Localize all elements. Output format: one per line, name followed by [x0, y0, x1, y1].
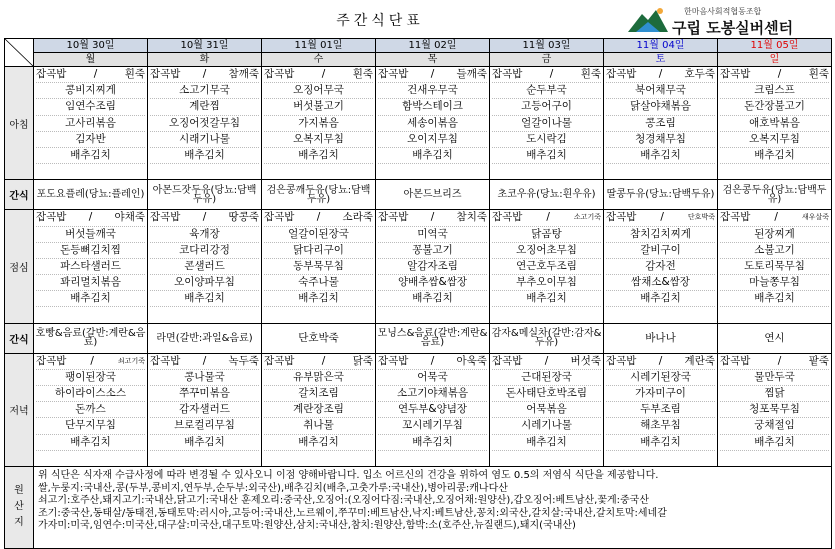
rice-porridge-line	[378, 354, 487, 370]
dish-item: 얼갈이된장국	[264, 227, 373, 243]
dish-item: 찜닭	[720, 386, 829, 402]
rice-item: 잡곡밥	[606, 354, 637, 367]
porridge-item: 야채죽	[114, 211, 145, 224]
dish-item: 쌈채소&쌈장	[606, 275, 715, 291]
rice-item: 잡곡밥	[606, 211, 637, 224]
logo-org: 한마음사회적협동조합	[684, 7, 762, 16]
rice-porridge-line	[36, 354, 145, 370]
porridge-item: 아욱죽	[456, 354, 487, 367]
dish-item: 함박스테이크	[378, 99, 487, 115]
dish-item: 배추김치	[492, 291, 601, 307]
dish-item: 단무지무침	[36, 418, 145, 434]
rice-porridge-line	[264, 210, 373, 226]
breakfast-menu-cell	[34, 67, 148, 180]
dish-item: 청포묵무침	[720, 402, 829, 418]
dish-item: 파스타샐러드	[36, 259, 145, 275]
rice-item: 잡곡밥	[492, 68, 523, 80]
empty-line	[36, 451, 145, 466]
dish-item: 오복지무침	[264, 132, 373, 148]
lunch-menu-cell	[262, 210, 376, 323]
rice-porridge-line	[378, 67, 487, 83]
note-line: 조기:중국산,동태살/동태전,동태토막:러시아,고등어:국내산,노르웨이,쭈꾸미:베트남산,낙지:베트남산,꽁치:외국산,갈치살:국내산,갈치토막:세네갈	[38, 507, 667, 519]
dish-item: 돈까스	[36, 402, 145, 418]
separator: /	[546, 211, 550, 224]
separator: /	[549, 68, 554, 80]
note-line: 위 식단은 식자재 수급사정에 따라 변경될 수 있사오니 이점 양해바랍니다. 입소 어르신의 건강을 위하여 염도 0.5의 저염식 식단을 제공합니다.	[38, 469, 659, 481]
rice-item: 잡곡밥	[264, 68, 295, 80]
dinner-menu-cell	[376, 353, 490, 466]
empty-line	[492, 164, 601, 179]
rice-item: 잡곡밥	[492, 354, 523, 367]
weekday-cell: 수	[262, 53, 376, 67]
date-cell: 11월 01일	[262, 39, 376, 53]
empty-line	[492, 451, 601, 466]
dish-item: 오이지무침	[378, 132, 487, 148]
dish-item: 궁채절임	[720, 418, 829, 434]
empty-line	[36, 164, 145, 179]
snack-cell: 딸콩두유(당뇨:담백두유)	[604, 180, 718, 210]
empty-line	[150, 307, 259, 322]
dish-item: 감자샐러드	[150, 402, 259, 418]
empty-line	[378, 307, 487, 322]
dish-item: 애호박볶음	[720, 116, 829, 132]
separator: /	[430, 68, 435, 80]
weekday-cell: 화	[148, 53, 262, 67]
rice-porridge-line	[150, 210, 259, 226]
dish-item: 배추김치	[36, 435, 145, 451]
note-line: 가자미:미국,임연수:미국산,대구살:미국산,대구토막:원양산,삼치:국내산,참치:원양산,함박:소(호주산,뉴질랜드),돼지(국내산)	[38, 520, 576, 532]
snack-cell: 모닝스&음료(갈반:계란&음료)	[376, 323, 490, 353]
porridge-item: 호두죽	[684, 68, 715, 80]
dish-item: 도토리묵무침	[720, 259, 829, 275]
rice-porridge-line	[150, 67, 259, 83]
snack-cell: 검은콩두유(당뇨:담백두유)	[718, 180, 832, 210]
dish-item: 콩비지찌게	[36, 83, 145, 99]
snack-label: 간식	[5, 180, 34, 210]
dish-item: 임연수조림	[36, 99, 145, 115]
lunch-menu-cell	[490, 210, 604, 323]
dish-item: 김자반	[36, 132, 145, 148]
snack-cell: 바나나	[604, 323, 718, 353]
dish-item: 동부묵무침	[264, 259, 373, 275]
snack-cell: 호빵&음료(갈반:계란&음료)	[34, 323, 148, 353]
dinner-menu-cell	[262, 353, 376, 466]
separator: /	[430, 354, 435, 367]
porridge-item: 녹두죽	[228, 354, 259, 367]
porridge-item: 버섯죽	[570, 354, 601, 367]
separator: /	[321, 354, 326, 367]
separator: /	[202, 68, 207, 80]
rice-porridge-line	[378, 210, 487, 226]
empty-line	[720, 164, 829, 179]
dish-item: 콩나물국	[150, 370, 259, 386]
weekday-cell: 목	[376, 53, 490, 67]
dish-item: 참치김치찌게	[606, 227, 715, 243]
center-logo	[626, 4, 831, 36]
separator: /	[93, 68, 98, 80]
dish-item: 버섯들깨국	[36, 227, 145, 243]
dish-item: 배추김치	[264, 291, 373, 307]
breakfast-menu-cell	[604, 67, 718, 180]
dish-item: 양배추쌈&쌈장	[378, 275, 487, 291]
dish-item: 배추김치	[606, 291, 715, 307]
porridge-item: 계란죽	[684, 354, 715, 367]
dish-item: 팽이된장국	[36, 370, 145, 386]
snack-cell: 아몬드잣두유(당뇨:담백두유)	[148, 180, 262, 210]
dish-item: 물만두국	[720, 370, 829, 386]
snack-cell: 아몬드브리즈	[376, 180, 490, 210]
dish-item: 돈간장불고기	[720, 99, 829, 115]
porridge-item: 단호박죽	[687, 213, 715, 222]
dinner-menu-cell	[490, 353, 604, 466]
rice-item: 잡곡밥	[720, 211, 751, 224]
dish-item: 배추김치	[720, 291, 829, 307]
meal-label-lunch: 점심	[5, 210, 34, 323]
dish-item: 부추오이무침	[492, 275, 601, 291]
breakfast-menu-cell	[718, 67, 832, 180]
dish-item: 쭈꾸미볶음	[150, 386, 259, 402]
porridge-item: 땅콩죽	[228, 211, 259, 224]
rice-porridge-line	[720, 67, 829, 83]
rice-porridge-line	[264, 354, 373, 370]
porridge-item: 팥죽	[808, 354, 829, 367]
rice-item: 잡곡밥	[264, 211, 295, 224]
dish-item: 배추김치	[150, 291, 259, 307]
porridge-item: 들깨죽	[456, 68, 487, 80]
notes-cell	[34, 466, 832, 548]
empty-line	[492, 307, 601, 322]
dish-item: 돈등뼈김치찜	[36, 243, 145, 259]
dish-item: 오복지무침	[720, 132, 829, 148]
dish-item: 하이라이스소스	[36, 386, 145, 402]
dish-item: 육개장	[150, 227, 259, 243]
rice-porridge-line	[492, 354, 601, 370]
dish-item: 순두부국	[492, 83, 601, 99]
weekly-menu-table	[4, 38, 832, 549]
rice-item: 잡곡밥	[36, 68, 67, 80]
date-cell: 11월 03일	[490, 39, 604, 53]
dish-item: 배추김치	[378, 291, 487, 307]
dish-item: 배추김치	[720, 148, 829, 164]
dish-item: 된장찌게	[720, 227, 829, 243]
dish-item: 닭살야채볶음	[606, 99, 715, 115]
lunch-menu-cell	[604, 210, 718, 323]
separator: /	[202, 211, 207, 224]
rice-item: 잡곡밥	[606, 68, 637, 80]
rice-item: 잡곡밥	[378, 211, 409, 224]
logo-name: 구립 도봉실버센터	[672, 19, 794, 37]
rice-item: 잡곡밥	[150, 211, 181, 224]
dish-item: 코다리강정	[150, 243, 259, 259]
dish-item: 배추김치	[492, 435, 601, 451]
dish-item: 미역국	[378, 227, 487, 243]
dish-item: 시레기나물	[492, 418, 601, 434]
dish-item: 배추김치	[150, 435, 259, 451]
dish-item: 계란장조림	[264, 402, 373, 418]
snack-cell: 단호박죽	[262, 323, 376, 353]
dish-item: 해초무침	[606, 418, 715, 434]
weekday-cell: 일	[718, 53, 832, 67]
empty-line	[150, 451, 259, 466]
porridge-item: 참치죽	[456, 211, 487, 224]
dish-item: 가자미구이	[606, 386, 715, 402]
rice-porridge-line	[606, 210, 715, 226]
corner-cell	[5, 39, 34, 67]
separator: /	[777, 354, 782, 367]
dish-item: 배추김치	[264, 148, 373, 164]
dish-item: 숙주나물	[264, 275, 373, 291]
rice-item: 잡곡밥	[150, 354, 181, 367]
porridge-item: 새우살죽	[801, 213, 829, 222]
separator: /	[777, 68, 782, 80]
dish-item: 어묵볶음	[492, 402, 601, 418]
dish-item: 배추김치	[36, 148, 145, 164]
date-cell: 11월 04일	[604, 39, 718, 53]
dinner-menu-cell	[718, 353, 832, 466]
lunch-menu-cell	[376, 210, 490, 323]
dish-item: 오이양파무침	[150, 275, 259, 291]
dish-item: 알감자조림	[378, 259, 487, 275]
empty-line	[606, 307, 715, 322]
dish-item: 배추김치	[720, 435, 829, 451]
dish-item: 꽁불고기	[378, 243, 487, 259]
rice-item: 잡곡밥	[378, 354, 409, 367]
breakfast-menu-cell	[148, 67, 262, 180]
weekday-cell: 월	[34, 53, 148, 67]
dinner-menu-cell	[604, 353, 718, 466]
dish-item: 도시락김	[492, 132, 601, 148]
meal-label-dinner: 저녁	[5, 353, 34, 466]
dinner-menu-cell	[34, 353, 148, 466]
dish-item: 버섯불고기	[264, 99, 373, 115]
dish-item: 오징어무국	[264, 83, 373, 99]
porridge-item: 쇠고기죽	[117, 356, 145, 365]
empty-line	[606, 451, 715, 466]
separator: /	[321, 68, 326, 80]
dish-item: 배추김치	[378, 435, 487, 451]
lunch-menu-cell	[34, 210, 148, 323]
dish-item: 갈비구이	[606, 243, 715, 259]
dish-item: 콩조림	[606, 116, 715, 132]
dish-item: 갈치조림	[264, 386, 373, 402]
empty-line	[720, 451, 829, 466]
separator: /	[658, 68, 663, 80]
separator: /	[88, 211, 93, 224]
separator: /	[430, 211, 435, 224]
dish-item: 어묵국	[378, 370, 487, 386]
rice-item: 잡곡밥	[36, 211, 67, 224]
porridge-item: 참깨죽	[228, 68, 259, 80]
snack-label: 간식	[5, 323, 34, 353]
dish-item: 건새우무국	[378, 83, 487, 99]
dish-item: 시래기나물	[150, 132, 259, 148]
rice-porridge-line	[720, 354, 829, 370]
lunch-menu-cell	[148, 210, 262, 323]
dish-item: 배추김치	[36, 291, 145, 307]
note-line: 쇠고기:호주산,돼지고기:국내산,닭고기:국내산 훈제오리:중국산,오징어:(오징어다짐:국내산,오징어채:원양산),갑오징어:베트남산,꽃게:중국산	[38, 495, 649, 507]
empty-line	[264, 307, 373, 322]
rice-item: 잡곡밥	[492, 211, 523, 224]
dish-item: 꼬시레기무침	[378, 418, 487, 434]
separator: /	[202, 354, 207, 367]
dish-item: 고사리볶음	[36, 116, 145, 132]
dish-item: 브로컬리무침	[150, 418, 259, 434]
origin-label: 원산지	[5, 466, 34, 548]
porridge-item: 소고기죽	[573, 213, 601, 222]
breakfast-menu-cell	[262, 67, 376, 180]
porridge-item: 흰죽	[580, 68, 601, 80]
snack-cell: 초코우유(당뇨:흰우유)	[490, 180, 604, 210]
dish-item: 마늘쫑무침	[720, 275, 829, 291]
dish-item: 청경채무침	[606, 132, 715, 148]
dish-item: 가지볶음	[264, 116, 373, 132]
rice-item: 잡곡밥	[378, 68, 409, 80]
dish-item: 취나물	[264, 418, 373, 434]
porridge-item: 흰죽	[124, 68, 145, 80]
rice-porridge-line	[720, 210, 829, 226]
snack-cell: 포도요플레(당뇨:플레인)	[34, 180, 148, 210]
rice-item: 잡곡밥	[720, 354, 751, 367]
rice-porridge-line	[606, 67, 715, 83]
date-cell: 11월 05일	[718, 39, 832, 53]
dish-item: 소고기무국	[150, 83, 259, 99]
empty-line	[378, 164, 487, 179]
separator: /	[544, 354, 549, 367]
rice-porridge-line	[492, 210, 601, 226]
dish-item: 세송이볶음	[378, 116, 487, 132]
breakfast-menu-cell	[376, 67, 490, 180]
dish-item: 배추김치	[150, 148, 259, 164]
separator: /	[660, 211, 664, 224]
snack-cell: 라면(갈반:과일&음료)	[148, 323, 262, 353]
dish-item: 유부맑은국	[264, 370, 373, 386]
dish-item: 크림스프	[720, 83, 829, 99]
dish-item: 콘샐러드	[150, 259, 259, 275]
rice-porridge-line	[264, 67, 373, 83]
empty-line	[264, 451, 373, 466]
weekday-cell: 금	[490, 53, 604, 67]
dish-item: 닭곰탕	[492, 227, 601, 243]
empty-line	[720, 307, 829, 322]
empty-line	[36, 307, 145, 322]
page-title: 주간식단표	[336, 13, 424, 29]
rice-item: 잡곡밥	[720, 68, 751, 80]
dish-item: 계란찜	[150, 99, 259, 115]
date-cell: 10월 30일	[34, 39, 148, 53]
dish-item: 시레기된장국	[606, 370, 715, 386]
dish-item: 배추김치	[378, 148, 487, 164]
separator: /	[90, 354, 94, 367]
dish-item: 감자전	[606, 259, 715, 275]
dish-item: 닭다리구이	[264, 243, 373, 259]
dish-item: 오징어초무침	[492, 243, 601, 259]
snack-cell: 연시	[718, 323, 832, 353]
rice-porridge-line	[36, 67, 145, 83]
weekday-cell: 토	[604, 53, 718, 67]
dish-item: 배추김치	[606, 435, 715, 451]
snack-cell: 검은콩깨두유(당뇨:담백두유)	[262, 180, 376, 210]
date-cell: 10월 31일	[148, 39, 262, 53]
dinner-menu-cell	[148, 353, 262, 466]
dish-item: 배추김치	[492, 148, 601, 164]
rice-item: 잡곡밥	[264, 354, 295, 367]
empty-line	[378, 451, 487, 466]
separator: /	[774, 211, 778, 224]
note-line: 쌀,누룽지:국내산,콩(두부,콩비지,연두부,순두부:외국산),배추김치(배추,고춧가루:국내산),병아리콩:캐나다산	[38, 482, 508, 494]
breakfast-menu-cell	[490, 67, 604, 180]
dish-item: 두부조림	[606, 402, 715, 418]
porridge-item: 소라죽	[342, 211, 373, 224]
dish-item: 돈사태단호박조림	[492, 386, 601, 402]
dish-item: 연근호두조림	[492, 259, 601, 275]
dish-item: 꽈리멸치볶음	[36, 275, 145, 291]
lunch-menu-cell	[718, 210, 832, 323]
date-cell: 11월 02일	[376, 39, 490, 53]
diagonal-divider	[5, 39, 34, 67]
empty-line	[150, 164, 259, 179]
porridge-item: 흰죽	[808, 68, 829, 80]
dish-item: 북어채무국	[606, 83, 715, 99]
porridge-item: 닭죽	[352, 354, 373, 367]
dish-item: 연두부&양념장	[378, 402, 487, 418]
empty-line	[606, 164, 715, 179]
dish-item: 배추김치	[606, 148, 715, 164]
dish-item: 고등어구이	[492, 99, 601, 115]
rice-item: 잡곡밥	[36, 354, 67, 367]
separator: /	[658, 354, 663, 367]
rice-porridge-line	[606, 354, 715, 370]
separator: /	[316, 211, 321, 224]
snack-cell: 감자&메실차(갈반:감자&두유)	[490, 323, 604, 353]
rice-item: 잡곡밥	[150, 68, 181, 80]
dish-item: 오징어젓갈무침	[150, 116, 259, 132]
dish-item: 소불고기	[720, 243, 829, 259]
mountain-logo-icon	[626, 4, 670, 34]
rice-porridge-line	[36, 210, 145, 226]
rice-porridge-line	[492, 67, 601, 83]
dish-item: 얼갈이나물	[492, 116, 601, 132]
dish-item: 근대된장국	[492, 370, 601, 386]
dish-item: 배추김치	[264, 435, 373, 451]
dish-item: 소고기야채볶음	[378, 386, 487, 402]
meal-label-breakfast: 아침	[5, 67, 34, 180]
rice-porridge-line	[150, 354, 259, 370]
empty-line	[264, 164, 373, 179]
porridge-item: 흰죽	[352, 68, 373, 80]
